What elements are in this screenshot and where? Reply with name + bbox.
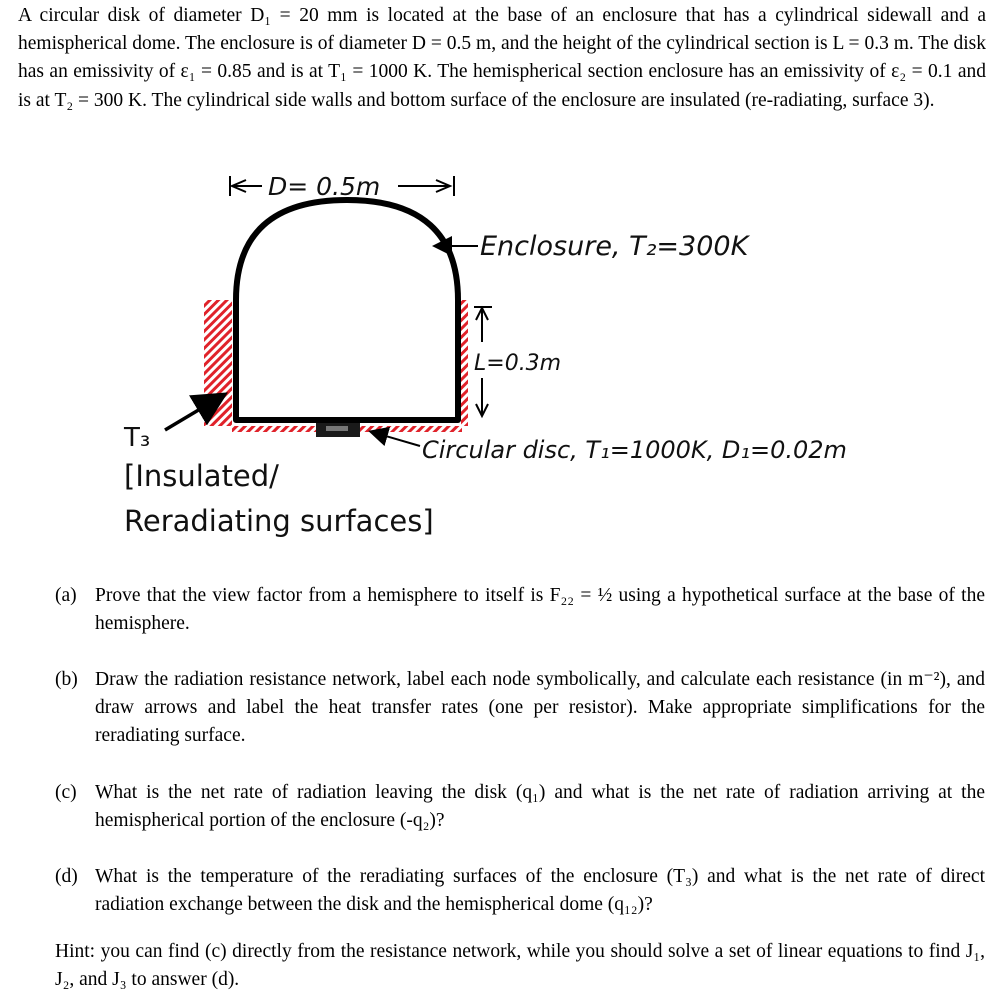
question-a-label: (a) <box>55 585 77 606</box>
length-label: L=0.3m <box>474 351 562 376</box>
hint-text: Hint: you can find (c) directly from the resistance network, while you should solve a set of linear equations to find J₁, J₂, and J₃ to answer (d). <box>55 941 985 991</box>
right-wall-insulation <box>461 300 468 426</box>
disc-pointer <box>372 432 420 446</box>
question-d <box>55 863 985 919</box>
left-wall-insulation <box>204 300 232 426</box>
disc-label: Circular disc, T₁=1000K, D₁=0.02m <box>422 436 847 464</box>
question-c-text: What is the net rate of radiation leaving the disk (q₁) and what is the net rate of radiation arriving at the hemispherical portion of the enclosure (-q₂)? <box>95 782 985 832</box>
question-b-text: Draw the radiation resistance network, label each node symbolically, and calculate each resistance (in m⁻²), and draw arrows and label the heat transfer rates (one per resistor). Make appropriate simplifications for the reradiating surface. <box>95 669 985 747</box>
question-c <box>55 779 985 835</box>
question-b <box>55 666 985 751</box>
question-d-text: What is the temperature of the reradiating surfaces of the enclosure (T₃) and what is the net rate of direct radiation exchange between the disk and the hemispherical dome (q₁₂)? <box>95 866 985 916</box>
insulated-label-line2: Reradiating surfaces] <box>124 504 434 538</box>
problem-statement <box>18 2 986 115</box>
enclosure-figure <box>0 160 1008 560</box>
enclosure-outline <box>236 200 458 420</box>
t3-label: T₃ <box>124 423 151 453</box>
question-a <box>55 582 985 638</box>
question-d-label: (d) <box>55 866 78 887</box>
enclosure-label: Enclosure, T₂=300K <box>480 231 749 262</box>
question-a-text: Prove that the view factor from a hemisphere to itself is F₂₂ = ½ using a hypothetical surface at the base of the hemisphere. <box>95 585 985 635</box>
problem-intro-text: A circular disk of diameter D₁ = 20 mm is located at the base of an enclosure that has a cylindrical sidewall and a hemispherical dome. The enclosure is of diameter D = 0.5 m, and the height of the cylindrical section is L = 0.3 m. The disk has an emissivity of ε₁ = 0.85 and is at T₁ = 1000 K. The hemispherical section enclosure has an emissivity of ε₂ = 0.1 and is at T₂ = 300 K. The cylindrical side walls and bottom surface of the enclosure are insulated (re-radiating, surface 3). <box>18 5 986 111</box>
question-c-label: (c) <box>55 782 77 803</box>
insulated-label-line1: [Insulated/ <box>124 459 279 493</box>
question-b-label: (b) <box>55 669 78 690</box>
diameter-label: D= 0.5m <box>268 172 381 201</box>
